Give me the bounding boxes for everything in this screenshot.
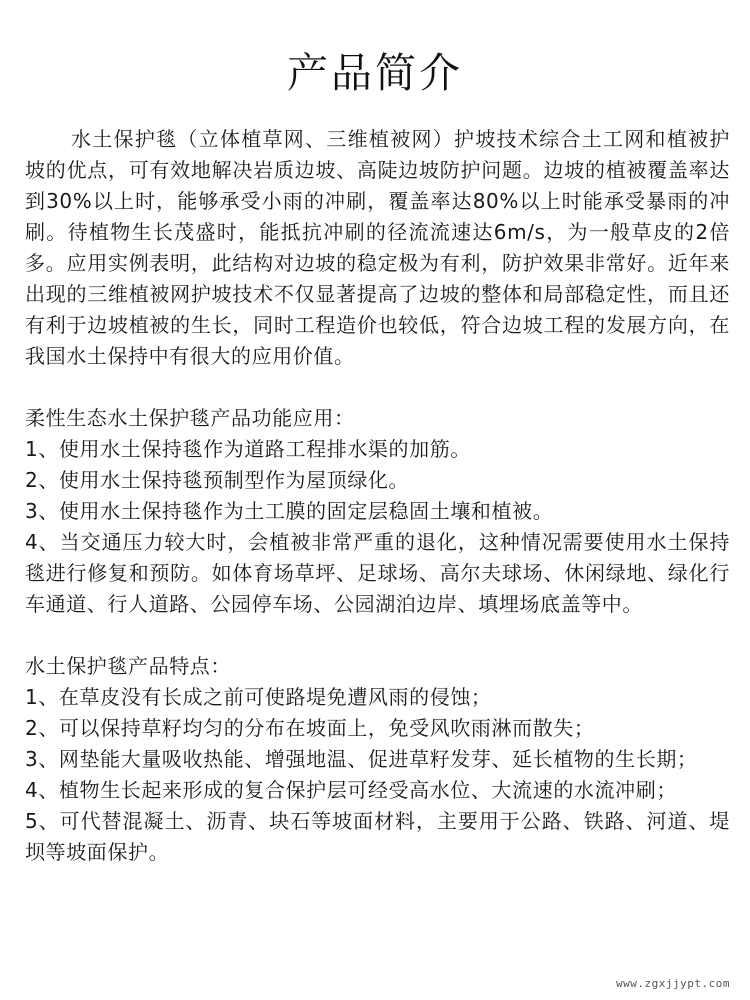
application-item: 1、使用水土保持毯作为道路工程排水渠的加筋。 xyxy=(25,437,471,461)
application-item: 4、当交通压力较大时，会植被非常严重的退化，这种情况需要使用水土保持毯进行修复和预防。如体育场草坪、足球场、高尔夫球场、休闲绿地、绿化行车通道、行人道路、公园停车场、公园湖泊边岸、填埋场底盖等中。 xyxy=(25,530,730,616)
intro-paragraph: 水土保护毯（立体植草网、三维植被网）护坡技术综合土工网和植被护坡的优点，可有效地解决岩质边坡、高陡边坡防护问题。边坡的植被覆盖率达到30%以上时，能够承受小雨的冲刷，覆盖率达80%以上时能承受暴雨的冲刷。待植物生长茂盛时，能抵抗冲刷的径流流速达6m/s，为一般草皮的2倍多。应用实例表明，此结构对边坡的稳定极为有利，防护效果非常好。近年来出现的三维植被网护坡技术不仅显著提高了边坡的整体和局部稳定性，而且还有利于边坡植被的生长，同时工程造价也较低，符合边坡工程的发展方向，在我国水土保持中有很大的应用价值。 xyxy=(25,127,730,368)
watermark-text: www.zgxjjypt.com xyxy=(616,977,730,990)
feature-item: 5、可代替混凝土、沥青、块石等坡面材料，主要用于公路、铁路、河道、堤坝等坡面保护。 xyxy=(25,809,730,864)
feature-item: 2、可以保持草籽均匀的分布在坡面上，免受风吹雨淋而散失； xyxy=(25,716,595,740)
applications-heading: 柔性生态水土保护毯产品功能应用： xyxy=(25,406,355,430)
page-title: 产品简介 xyxy=(287,49,463,97)
features-section xyxy=(25,651,730,868)
feature-item: 1、在草皮没有长成之前可使路堤免遭风雨的侵蚀； xyxy=(25,685,492,709)
body-text xyxy=(25,124,730,868)
feature-item: 4、植物生长起来形成的复合保护层可经受高水位、大流速的水流冲刷； xyxy=(25,778,677,802)
feature-item: 3、网垫能大量吸收热能、增强地温、促进草籽发芽、延长植物的生长期； xyxy=(25,747,698,771)
features-heading: 水土保护毯产品特点： xyxy=(25,654,231,678)
application-item: 3、使用水土保持毯作为土工膜的固定层稳固土壤和植被。 xyxy=(25,499,554,523)
application-item: 2、使用水土保持毯预制型作为屋顶绿化。 xyxy=(25,468,410,492)
applications-section xyxy=(25,403,730,620)
